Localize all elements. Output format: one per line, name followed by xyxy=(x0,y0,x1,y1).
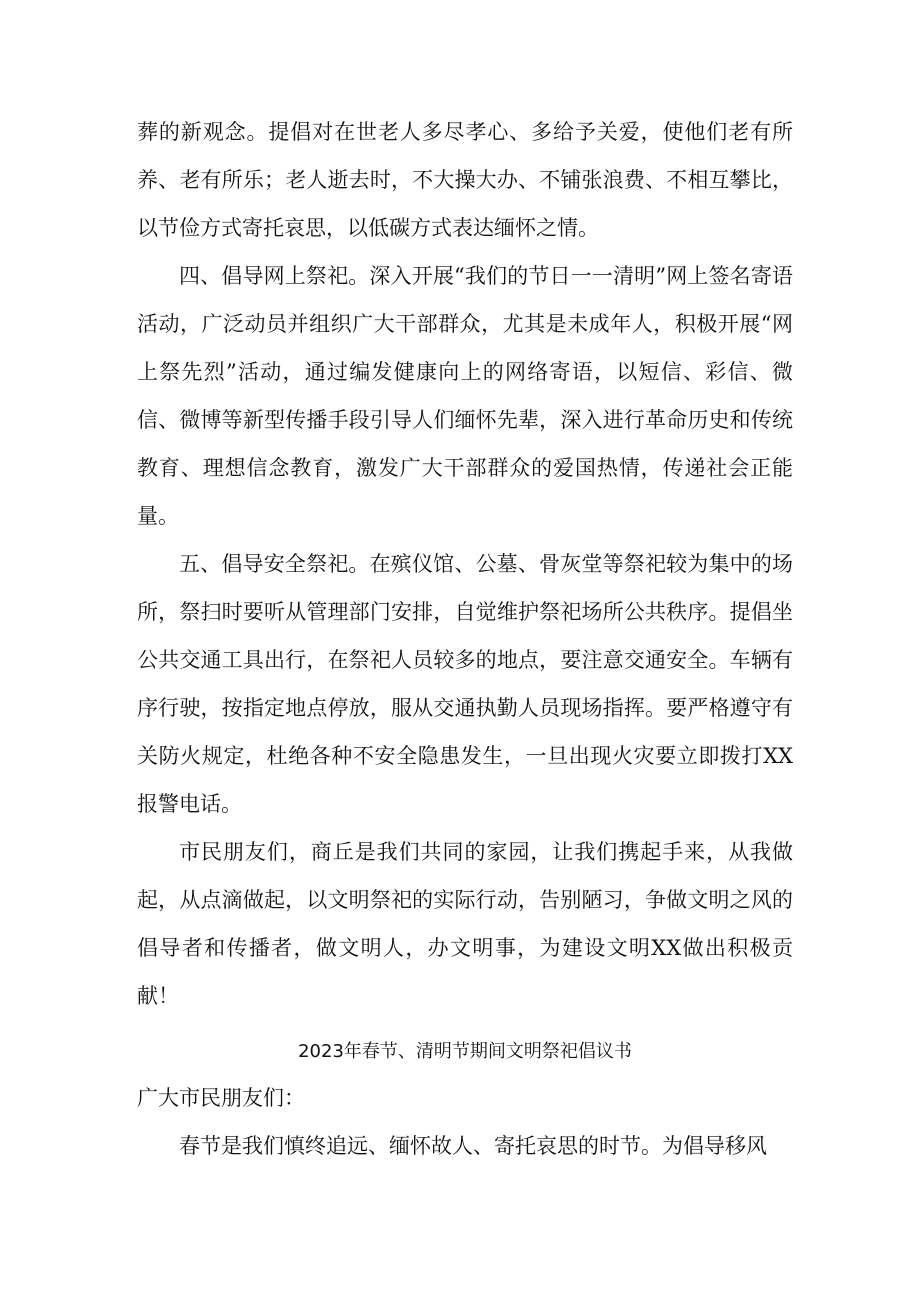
paragraph-safe-worship: 五、倡导安全祭祀。在殡仪馆、公墓、骨灰堂等祭祀较为集中的场所，祭扫时要听从管理部门安排，自觉维护祭祀场所公共秩序。提倡坐公共交通工具出行，在祭祀人员较多的地点，要注意交通安全。车辆有序行驶，按指定地点停放，服从交通执勤人员现场指挥。要严格遵守有关防火规定，杜绝各种不安全隐患发生，一旦出现火灾要立即拨打XX报警电话。 xyxy=(137,552,793,816)
document-body xyxy=(137,108,793,1170)
section-title: 2023年春节、清明节期间文明祭祀倡议书 xyxy=(298,1041,632,1062)
paragraph-intro: 春节是我们慎终追远、缅怀故人、寄托哀思的时节。为倡导移风 xyxy=(179,1134,767,1158)
paragraph-continuation: 葬的新观念。提倡对在世老人多尽孝心、多给予关爱，使他们老有所养、老有所乐；老人逝去时，不大操大办、不铺张浪费、不相互攀比，以节俭方式寄托哀思，以低碳方式表达缅怀之情。 xyxy=(137,120,793,240)
paragraph-closing-appeal: 市民朋友们，商丘是我们共同的家园，让我们携起手来，从我做起，从点滴做起，以文明祭祀的实际行动，告别陋习，争做文明之风的倡导者和传播者，做文明人，办文明事，为建设文明XX做出积极贡献！ xyxy=(137,840,793,1008)
paragraph-online-worship: 四、倡导网上祭祀。深入开展“我们的节日一一清明”网上签名寄语活动，广泛动员并组织广大干部群众，尤其是未成年人，积极开展“网上祭先烈”活动，通过编发健康向上的网络寄语，以短信、彩信、微信、微博等新型传播手段引导人们缅怀先辈，深入进行革命历史和传统教育、理想信念教育，激发广大干部群众的爱国热情，传递社会正能量。 xyxy=(137,264,793,528)
salutation: 广大市民朋友们： xyxy=(137,1086,305,1110)
